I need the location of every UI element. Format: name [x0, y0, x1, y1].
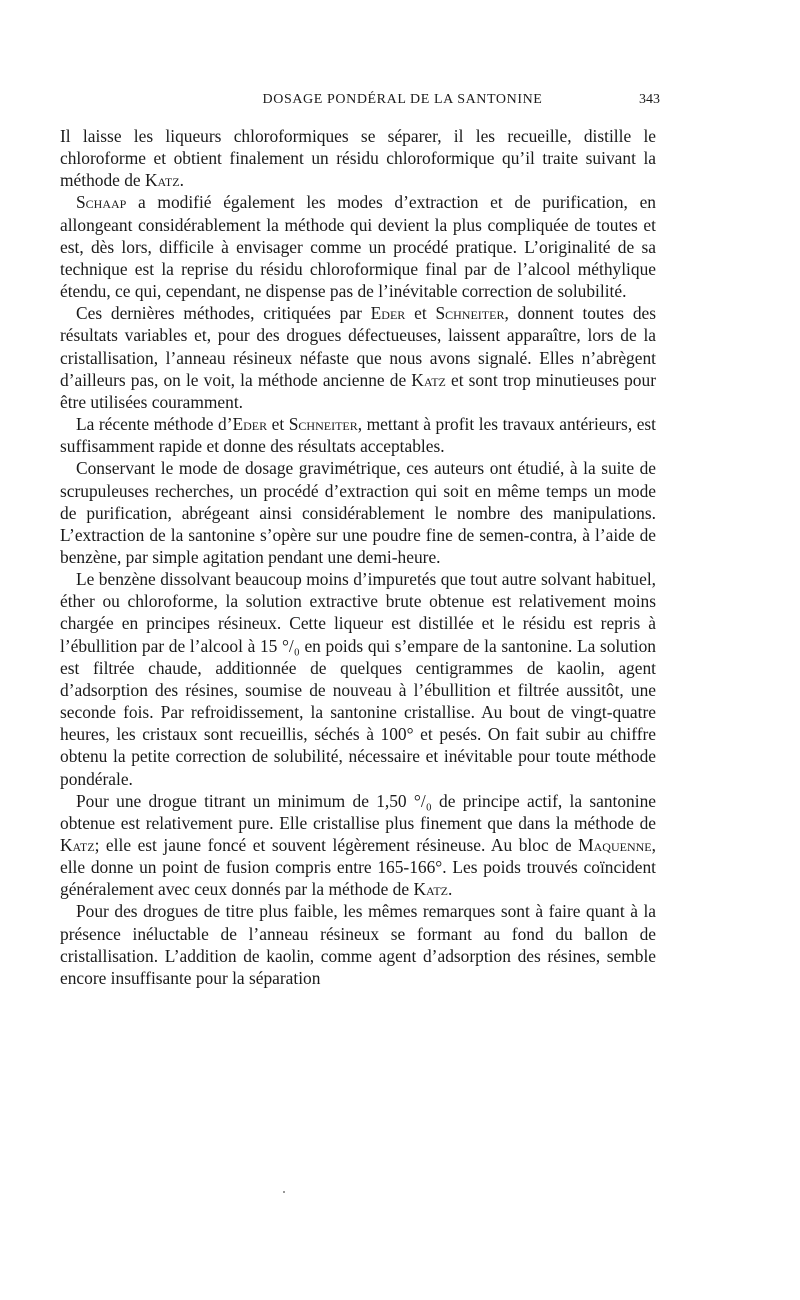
paragraph: [60, 568, 656, 790]
running-title: DOSAGE PONDÉRAL DE LA SANTONINE: [262, 92, 543, 107]
author-name: Maquenne: [578, 835, 652, 855]
author-name: Katz: [413, 879, 449, 900]
text-run: ; elle est jaune foncé et souvent légèrement résineuse. Au bloc de: [94, 835, 579, 855]
author-name: Schneiter: [288, 414, 358, 435]
paragraph: [60, 125, 656, 191]
scan-speck: [283, 1191, 285, 1193]
text-run: et: [267, 414, 289, 435]
text-run: , elle donne un point de fusion compris entre 165-166°. Les poids trouvés coïncident généralement avec ceux donnés par la méthode de: [60, 835, 656, 900]
text-run: Conservant le mode de dosage gravimétrique, ces auteurs ont étudié, à la suite de scrupuleuses recherches, un procédé d’extraction qui soit en même temps un mode de purification, abrégeant ainsi considérablement le nombre des manipulations. L’extraction de la santonine s’opère sur une poudre fine de semen-contra, à l’aide de benzène, par simple agitation pendant une demi-heure.: [60, 458, 656, 567]
author-name: Katz: [145, 170, 180, 191]
author-name: Eder: [370, 303, 406, 324]
text-run: Le benzène dissolvant beaucoup moins d’impuretés que tout autre solvant habituel, éther ou chloroforme, la solution extractive brute obtenue est relativement moins chargée en principes résineux. Cette liqueur est distillée et le résidu est repris à l’ébullition par de l’alcool à 15 °/₀ en poids qui s’empare de la santonine. La solution est filtrée chaude, additionnée de quelques centigrammes de kaolin, agent d’adsorption des résines, soumise de nouveau à l’ébullition et filtrée aussitôt, une seconde fois. Par refroidissement, la santonine cristallise. Au bout de vingt-quatre heures, les cristaux sont recueillis, séchés à 100° et pesés. On fait subir au chiffre obtenu la petite correction de solubilité, nécessaire et inévitable pour toute méthode pondérale.: [60, 569, 656, 789]
text-run: .: [448, 879, 453, 900]
page-number: 343: [639, 92, 660, 107]
author-name: Schaap: [76, 192, 127, 213]
paragraph: [60, 302, 656, 413]
paragraph: [60, 790, 656, 901]
text-run: , donnent toutes des résultats variables et, pour des drogues défectueuses, laissent apparaître, lors de la cristallisation, l’anneau résineux néfaste que nous avons signalé. Elles n’abrègent d’ailleurs pas, on le voit, la méthode ancienne de: [60, 303, 656, 390]
text-run: .: [179, 170, 184, 191]
text-run: Il laisse les liqueurs chloroformiques se séparer, il les recueille, distille le chloroforme et obtient finalement un résidu chloroformique qu’il traite suivant la méthode de: [60, 126, 656, 191]
running-head: [60, 92, 660, 114]
text-run: et: [405, 303, 436, 324]
text-run: a modifié également les modes d’extraction et de purification, en allongeant considérablement la méthode qui devient la plus compliquée de toutes et est, dès lors, difficile à envisager comme un procédé pratique. L’originalité de sa technique est la reprise du résidu chloroformique final par de l’alcool méthylique étendu, ce qui, cependant, ne dispense pas de l’inévitable correction de solubilité.: [60, 192, 656, 302]
author-name: Eder: [232, 414, 268, 435]
text-run: Ces dernières méthodes, critiquées par: [76, 303, 371, 324]
text-run: , mettant à profit les travaux antérieurs, est suffisamment rapide et donne des résultats acceptables.: [60, 414, 657, 457]
paragraph: [60, 457, 656, 568]
text-run: et sont trop minutieuses pour être utilisées couramment.: [60, 369, 656, 412]
author-name: Katz: [60, 835, 95, 855]
text-run: Pour des drogues de titre plus faible, les mêmes remarques sont à faire quant à la présence inéluctable de l’anneau résineux se formant au fond du ballon de cristallisation. L’addition de kaolin, comme agent d’adsorption des résines, semble encore insuffisante pour la séparation: [60, 901, 656, 988]
author-name: Katz: [411, 369, 446, 390]
text-run: La récente méthode d’: [76, 414, 233, 435]
paragraph: [60, 191, 656, 302]
paragraph: [60, 900, 656, 989]
author-name: Schneiter: [435, 303, 505, 324]
text-run: Pour une drogue titrant un minimum de 1,50 °/₀ de principe actif, la santonine obtenue est relativement pure. Elle cristallise plus finement que dans la méthode de: [60, 790, 656, 833]
paragraph: [60, 413, 656, 457]
body-text: [60, 125, 656, 989]
